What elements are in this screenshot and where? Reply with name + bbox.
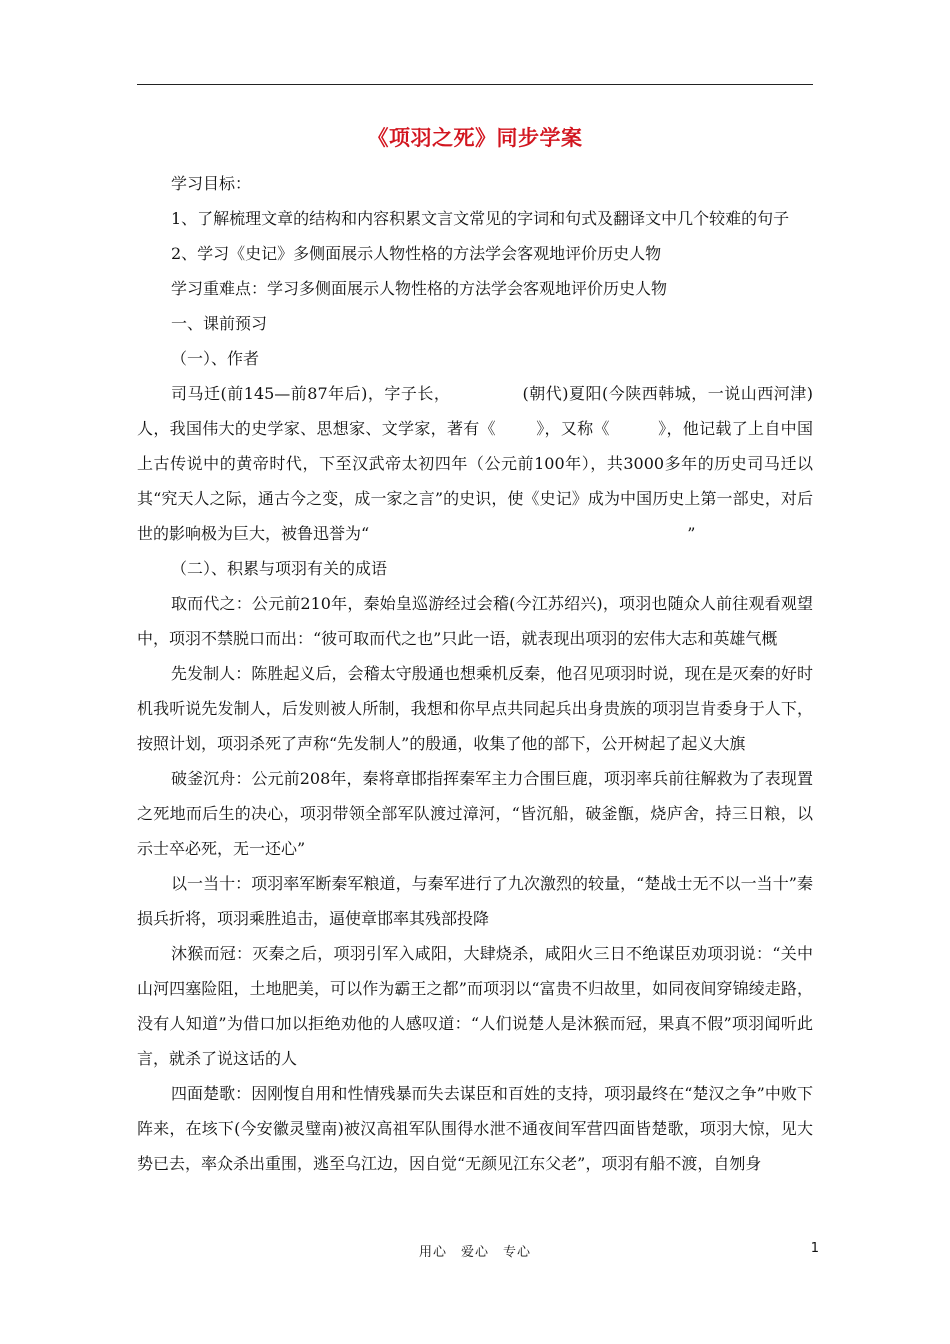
idiom-paragraph: 以一当十：项羽率军断秦军粮道，与秦军进行了九次激烈的较量，“楚战士无不以一当十”秦损兵折将，项羽乘胜追击，逼使章邯率其残部投降 [137,874,813,928]
idiom-paragraph: 沐猴而冠：灭秦之后，项羽引军入咸阳，大肆烧杀，咸阳火三日不绝谋臣劝项羽说：“关中山河四塞险阻，土地肥美，可以作为霸王之都”而项羽以“富贵不归故里，如同夜间穿锦绫走路，没有人知道”为借口加以拒绝劝他的人感叹道：“人们说楚人是沐猴而冠，果真不假”项羽闻听此言，就杀了说这话的人 [137,944,813,1068]
author-text-c: 》，又称《 [535,419,610,438]
author-text-a: 司马迁(前145—前87年后)，字子长， [171,384,451,403]
page-footer [0,1241,950,1265]
author-paragraph [137,376,813,551]
idiom-paragraph: 四面楚歌：因刚愎自用和性情残暴而失去谋臣和百姓的支持，项羽最终在“楚汉之争”中败下阵来，在垓下(今安徽灵璧南)被汉高祖军队围得水泄不通夜间军营四面皆楚歌，项羽大惊，见大势已去，率众杀出重围，逃至乌江边，因自觉“无颜见江东父老”，项羽有船不渡，自刎身 [137,1084,813,1173]
page-number: 1 [810,1241,819,1256]
header-rule [137,84,813,85]
goal-item-1: 1、了解梳理文章的结构和内容积累文言文常见的字词和句式及翻译文中几个较难的句子 [171,209,790,228]
author-text-d: 》，他记载了上自中国上古传说中的黄帝时代，下至汉武帝太初四年（公元前100年），共3000多年的历史司马迁以其“究天人之际，通古今之变，成一家之言”的史识，使《史记》成为中国历史上第一部史，对后世的影响极为巨大，被鲁迅誉为“ [137,419,813,543]
subsection-idioms: （二）、积累与项羽有关的成语 [171,559,388,578]
footer-motto: 用心 爱心 专心 [418,1245,531,1260]
subsection-author: （一）、作者 [171,349,260,368]
idiom-paragraph: 取而代之：公元前210年，秦始皇巡游经过会稽(今江苏绍兴)，项羽也随众人前往观看观望中，项羽不禁脱口而出：“彼可取而代之也”只此一语，就表现出项羽的宏伟大志和英雄气概 [137,594,813,648]
document-body [137,118,813,1181]
key-points: 学习重难点：学习多侧面展示人物性格的方法学会客观地评价历史人物 [171,279,668,298]
author-text-e: ” [687,524,696,543]
idiom-paragraph: 先发制人：陈胜起义后，会稽太守殷通也想乘机反秦，他召见项羽时说，现在是灭秦的好时机我听说先发制人，后发则被人所制，我想和你早点共同起兵出身贵族的项羽岂肯委身于人下，按照计划，项羽杀死了声称“先发制人”的殷通，收集了他的部下，公开树起了起义大旗 [137,664,813,753]
document-title: 《项羽之死》同步学案 [367,125,583,150]
goal-item-2: 2、学习《史记》多侧面展示人物性格的方法学会客观地评价历史人物 [171,244,662,263]
goal-heading: 学习目标： [171,174,252,193]
author-text-b: (朝代)夏阳(今陕西韩城，一说山西河津)人，我国伟大的史学家、思想家、文学家，著有《 [137,384,813,438]
idiom-paragraph: 破釜沉舟：公元前208年，秦将章邯指挥秦军主力合围巨鹿，项羽率兵前往解救为了表现置之死地而后生的决心，项羽带领全部军队渡过漳河，“皆沉船，破釜甑，烧庐舍，持三日粮，以示士卒必死，无一还心” [137,769,813,858]
section-heading: 一、课前预习 [171,314,268,333]
